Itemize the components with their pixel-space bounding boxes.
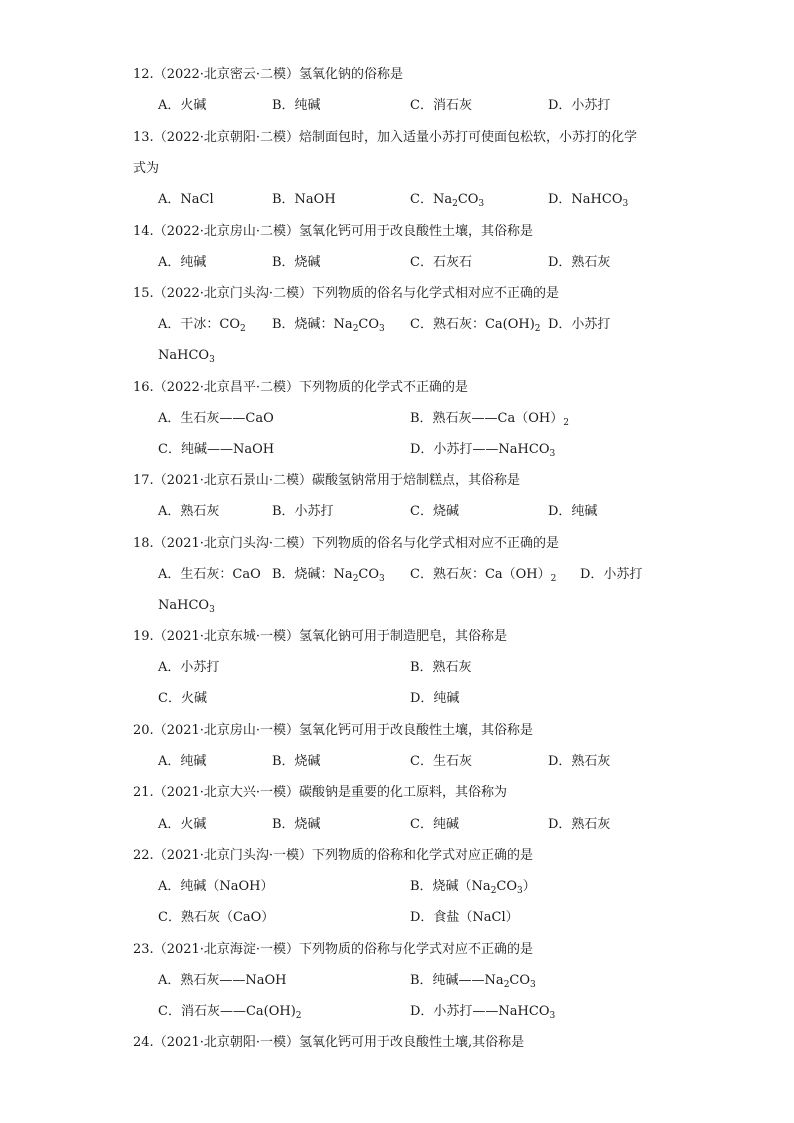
option-a[interactable]: A．纯碱 [158,754,207,769]
option-c[interactable]: C．纯碱 [410,817,459,832]
option-d[interactable]: D．纯碱 [548,504,598,519]
option-a[interactable]: A．小苏打 [158,660,220,675]
option-c[interactable]: C．石灰石 [410,255,472,270]
option-c[interactable]: C．$Na_2CO_3$ [410,192,485,209]
option-a[interactable]: A．NaCl [158,192,214,207]
option-c[interactable]: C．火碱 [158,691,207,706]
question-16: 16.（2022·北京昌平·二模）下列物质的化学式不正确的是 [133,380,469,395]
option-a[interactable]: A．干冰：$CO_2$ [158,317,246,334]
option-c[interactable]: C．熟石灰：$Ca(OH)_2$ [410,317,541,334]
question-23: 23.（2021·北京海淀·一模）下列物质的俗称与化学式对应不正确的是 [133,942,534,957]
option-c[interactable]: C．生石灰 [410,754,472,769]
option-c[interactable]: C．纯碱——NaOH [158,442,275,457]
option-a[interactable]: A．纯碱（NaOH） [158,879,274,894]
question-22: 22.（2021·北京门头沟·一模）下列物质的俗称和化学式对应正确的是 [133,848,534,863]
option-c[interactable]: C．消石灰 [410,98,472,113]
option-b[interactable]: B．纯碱$——Na_2CO_3$ [410,973,536,990]
question-13-continued: 式为 [133,161,160,176]
question-13: 13.（2022·北京朝阳·二模）焙制面包时，加入适量小苏打可使面包松软，小苏打的化学 [133,130,638,145]
option-c[interactable]: C．消石灰$——Ca(OH)_2$ [158,1004,302,1021]
option-c[interactable]: C．熟石灰（CaO） [158,910,275,925]
option-d[interactable]: D．纯碱 [410,691,460,706]
question-17: 17.（2021·北京石景山·二模）碳酸氢钠常用于焙制糕点，其俗称是 [133,473,521,488]
option-d[interactable]: D．食盐（NaCl） [410,910,519,925]
option-b[interactable]: B．熟石灰 [410,660,472,675]
option-b[interactable]: B．熟石灰$——Ca(OH)_2$ [410,411,569,428]
question-19: 19.（2021·北京东城·一模）氢氧化钠可用于制造肥皂，其俗称是 [133,629,508,644]
question-20: 20.（2021·北京房山·一模）氢氧化钙可用于改良酸性土壤，其俗称是 [133,723,534,738]
option-b[interactable]: B．纯碱 [272,98,321,113]
option-b[interactable]: B．烧碱$(Na_2CO_3)$ [410,879,536,896]
question-14: 14.（2022·北京房山·二模）氢氧化钙可用于改良酸性土壤，其俗称是 [133,224,534,239]
option-b[interactable]: B．烧碱 [272,255,321,270]
option-d[interactable]: D．小苏打 [548,98,611,113]
option-d[interactable]: D．小苏打——NaHCO$_3$ [410,1004,556,1021]
question-21: 21.（2021·北京大兴·一模）碳酸钠是重要的化工原料，其俗称为 [133,785,508,800]
option-b[interactable]: B．烧碱：$Na_2CO_3$ [272,567,385,584]
question-18: 18.（2021·北京门头沟·二模）下列物质的俗名与化学式相对应不正确的是 [133,536,560,551]
option-d[interactable]: D．小苏打——NaHCO$_3$ [410,442,556,459]
option-a[interactable]: A．生石灰：CaO [158,567,261,582]
option-d[interactable]: D．熟石灰 [548,255,611,270]
option-d[interactable]: D．NaHCO$_3$ [548,192,629,209]
option-b[interactable]: B．烧碱：$Na_2CO_3$ [272,317,385,334]
question-12: 12.（2022·北京密云·二模）氢氧化钠的俗称是 [133,67,404,82]
option-a[interactable]: A．火碱 [158,817,207,832]
option-a[interactable]: A．火碱 [158,98,207,113]
option-d-continued: NaHCO$_3$ [158,598,215,615]
option-d[interactable]: D．小苏打 [548,317,611,332]
option-c[interactable]: C．烧碱 [410,504,459,519]
option-a[interactable]: A．熟石灰 [158,504,220,519]
option-c[interactable]: C．熟石灰：$Ca(OH)_2$ [410,567,557,584]
question-24: 24.（2021·北京朝阳·一模）氢氧化钙可用于改良酸性土壤,其俗称是 [133,1035,525,1050]
option-b[interactable]: B．小苏打 [272,504,334,519]
option-d-continued: NaHCO$_3$ [158,348,215,365]
option-b[interactable]: B．烧碱 [272,754,321,769]
option-b[interactable]: B．NaOH [272,192,336,207]
question-15: 15.（2022·北京门头沟·二模）下列物质的俗名与化学式相对应不正确的是 [133,286,560,301]
option-d[interactable]: D．小苏打 [580,567,643,582]
option-d[interactable]: D．熟石灰 [548,817,611,832]
option-d[interactable]: D．熟石灰 [548,754,611,769]
option-a[interactable]: A．纯碱 [158,255,207,270]
option-b[interactable]: B．烧碱 [272,817,321,832]
option-a[interactable]: A．熟石灰——NaOH [158,973,287,988]
option-a[interactable]: A．生石灰——CaO [158,411,274,426]
